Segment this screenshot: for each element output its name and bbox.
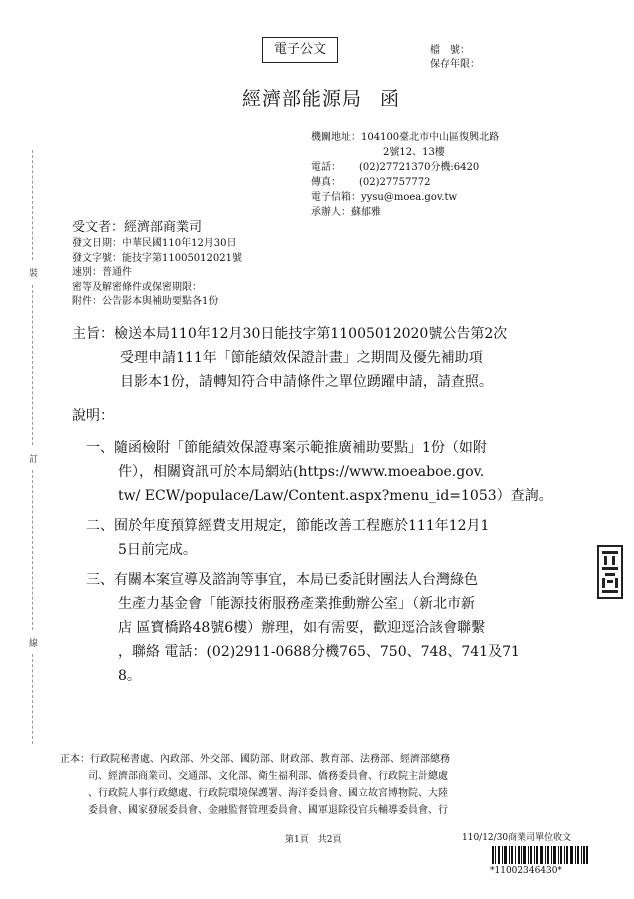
recipient-label: 受文者： — [72, 220, 125, 235]
binding-line — [32, 654, 33, 744]
subject-line: 檢送本局110年12月30日能技字第11005012020號公告第2次 — [114, 326, 508, 342]
subject-label: 主旨： — [72, 326, 114, 342]
cc-line: 、行政院人事行政總處、行政院環境保護署、海洋委員會、國立故宮博物院、大陸 — [88, 788, 448, 799]
e-document-stamp: 電子公文 — [262, 37, 338, 63]
receipt-stamp: 110/12/30商業司單位收文 — [462, 833, 572, 843]
explanation-item — [86, 436, 553, 508]
fax-value: (02)27757772 — [359, 177, 431, 188]
address-label: 機關地址： — [311, 132, 361, 143]
recipient-value: 經濟部商業司 — [124, 220, 203, 235]
subject-line: 目影本1份，請轉知符合申請條件之單位踴躍申請，請查照。 — [120, 374, 493, 390]
fax-label: 傳真： — [311, 177, 341, 188]
cc-line: 委員會、國家發展委員會、金融監督管理委員會、國軍退除役官兵輔導委員會、行 — [88, 805, 448, 816]
item-line: 隨函檢附「節能績效保證專案示範推廣補助要點」1份（如附 — [114, 440, 487, 456]
contact-value: 蘇郁雅 — [351, 207, 381, 218]
item-line: tw/ ECW/populace/Law/Content.aspx?menu_id=1053）查詢。 — [118, 488, 553, 504]
item-number: 一、 — [86, 440, 114, 456]
phone-value: (02)27721370分機:6420 — [359, 162, 480, 173]
explanation-item — [86, 514, 489, 562]
phone-label: 電話： — [311, 162, 341, 173]
item-number: 二、 — [86, 518, 114, 534]
contact-label: 承辦人： — [311, 207, 351, 218]
binding-mark-middle: 訂 — [29, 455, 39, 465]
address-line: 104100臺北市中山區復興北路 — [361, 132, 500, 143]
barcode-icon — [492, 846, 588, 864]
address-line: 2號12、13樓 — [383, 147, 445, 158]
binding-mark-top: 裝 — [29, 269, 39, 279]
retention-label: 保存年限： — [430, 59, 480, 70]
email-label: 電子信箱： — [311, 192, 361, 203]
issue-date-label: 發文日期： — [72, 238, 122, 249]
issuing-agency: 經濟部能源局 — [242, 88, 363, 110]
subject-section — [72, 322, 507, 394]
item-line: 店 區寶橋路48號6樓）辦理，如有需要，歡迎逕洽該會聯繫 — [118, 620, 486, 636]
speed-value: 普通件 — [102, 267, 132, 278]
item-line: 5日前完成。 — [118, 542, 197, 558]
secrecy-label: 密等及解密條件或保密期限： — [72, 281, 202, 293]
doc-number: 能技字第11005012021號 — [122, 252, 242, 264]
recipient-block — [72, 219, 242, 310]
file-number-label: 檔 號： — [430, 45, 470, 56]
binding-line — [32, 470, 33, 630]
binding-line — [32, 150, 33, 260]
page-number: 第1頁 共2頁 — [285, 835, 342, 845]
barcode-number: *11002346430* — [490, 866, 562, 876]
doc-number-label: 發文字號： — [72, 252, 122, 264]
cc-list — [60, 751, 450, 819]
binding-mark-bottom: 線 — [29, 639, 39, 649]
receipt-seal-icon — [596, 544, 624, 600]
cc-line: 行政院秘書處、內政部、外交部、國防部、財政部、教育部、法務部、經濟部總務 — [90, 754, 450, 765]
attachment-value: 公告影本與補助要點各1份 — [102, 296, 219, 307]
subject-line: 受理申請111年「節能績效保證計畫」之期間及優先補助項 — [120, 350, 483, 366]
speed-label: 速別： — [72, 267, 102, 278]
email-value: yysu@moea.gov.tw — [361, 192, 458, 203]
item-line: 件），相關資訊可於本局網站(https://www.moeaboe.gov. — [118, 464, 485, 480]
item-line: ，聯絡 電話：(02)2911-0688分機765、750、748、741及71 — [118, 644, 520, 660]
explanation-label: 說明： — [72, 408, 114, 424]
item-line: 囿於年度預算經費支用規定，節能改善工程應於111年12月1 — [114, 518, 490, 534]
attachment-label: 附件： — [72, 296, 102, 307]
item-line: 有關本案宣導及諮詢等事宜，本局已委託財團法人台灣綠色 — [114, 572, 478, 588]
agency-info — [311, 130, 499, 220]
item-line: 8。 — [118, 668, 141, 684]
issue-date: 中華民國110年12月30日 — [122, 238, 237, 249]
cc-label: 正本： — [60, 754, 90, 765]
binding-line — [32, 285, 33, 445]
document-title — [242, 84, 400, 111]
item-number: 三、 — [86, 572, 114, 588]
document-type: 函 — [380, 88, 401, 110]
explanation-item — [86, 568, 520, 688]
item-line: 生產力基金會「能源技術服務產業推動辦公室」（新北市新 — [118, 596, 475, 612]
cc-line: 司、經濟部商業司、交通部、文化部、衛生福利部、僑務委員會、行政院主計總處 — [88, 771, 448, 782]
